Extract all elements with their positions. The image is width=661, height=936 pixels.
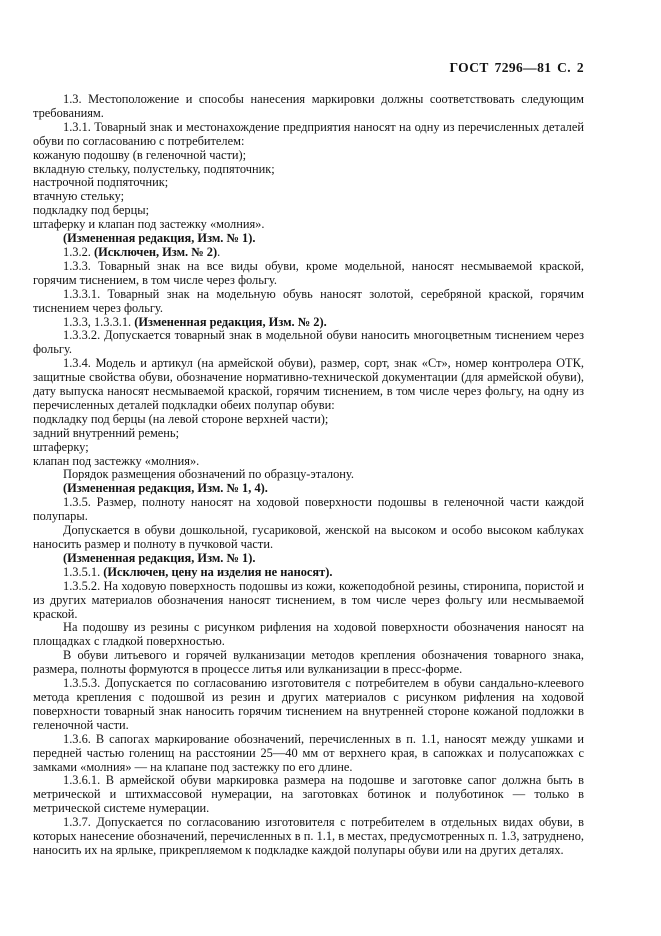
paragraph — [33, 246, 584, 260]
text-segment: 1.3.7. Допускается по согласованию изготовителя с потребителем в отдельных видах обуви, в которых нанесение обозначений, перечисленных в п. 1.1, в местах, предусмотренных п. 1.3, затруднено, наносить их на ярлыке, прикрепляемом к подкладке каждой полупары обуви или на других деталях. — [33, 815, 584, 857]
list-item — [33, 427, 584, 441]
text-segment: штаферку и клапан под застежку «молния». — [33, 217, 265, 232]
paragraph — [33, 232, 584, 246]
text-segment: 1.3.4. Модель и артикул (на армейской обуви), размер, сорт, знак «Ст», номер контролера ОТК, защитные свойства обуви, обозначение нормативно-технической документации (для армейской обуви), дату выпуска наносят несмываемой краской, горячим тиснением, в том числе через фольгу, на одну из перечисленных деталей подкладки обеих полупар обуви: — [33, 356, 584, 412]
list-item — [33, 176, 584, 190]
text-segment: . — [217, 244, 221, 259]
text-segment: 1.3.6. В сапогах маркирование обозначений, перечисленных в п. 1.1, наносят между ушками и передней частью голенищ на расстоянии 25—40 мм от верхнего края, в сапожках и полусапожках с замками «молния» — на клапане под застежку по его длине. — [33, 731, 584, 774]
paragraph — [33, 733, 584, 775]
text-segment: настрочной подпяточник; — [33, 175, 169, 190]
text-segment: В обуви литьевого и горячей вулканизации методов крепления обозначения товарного знака, размера, полноты формуются в процессе литья или вулканизации в пресс-форме. — [33, 648, 584, 677]
text-segment: 1.3.6.1. В армейской обуви маркировка размера на подошве и заготовке сапог должна быть в метрической и штихмассовой нумерации, на заготовках ботинок и полуботинок — только в метрической системе нумерации. — [33, 773, 584, 816]
bold-text-segment: (Исключен, цену на изделия не наносят). — [103, 564, 333, 579]
text-segment: На подошву из резины с рисунком рифления на ходовой поверхности обозначения наносят на площадках с гладкой поверхностью. — [33, 620, 584, 649]
paragraph — [33, 468, 584, 482]
bold-text-segment: (Измененная редакция, Изм. № 1). — [63, 231, 256, 246]
paragraph — [33, 482, 584, 496]
list-item — [33, 441, 584, 455]
text-segment: кожаную подошву (в геленочной части); — [33, 147, 247, 162]
text-segment: 1.3.3.1. Товарный знак на модельную обувь наносят золотой, серебряной краской, горячим тиснением через фольгу. — [33, 286, 584, 315]
list-item — [33, 218, 584, 232]
text-segment: 1.3.3.2. Допускается товарный знак в модельной обуви наносить многоцветным тиснением через фольгу. — [33, 328, 584, 357]
paragraph — [33, 552, 584, 566]
paragraph — [33, 566, 584, 580]
text-segment: 1.3.3. Товарный знак на все виды обуви, кроме модельной, наносят несмываемой краской, горячим тиснением, в том числе через фольгу. — [33, 258, 584, 287]
text-segment: подкладку под берцы (на левой стороне верхней части); — [33, 411, 329, 426]
text-segment: 1.3.3, 1.3.3.1. — [63, 314, 135, 329]
text-segment: 1.3.2. — [63, 244, 94, 259]
paragraph — [33, 93, 584, 121]
paragraph — [33, 774, 584, 816]
text-segment: 1.3.5. Размер, полноту наносят на ходовой поверхности подошвы в геленочной части каждой полупары. — [33, 495, 584, 524]
paragraph — [33, 649, 584, 677]
page-header: ГОСТ 7296—81 С. 2 — [449, 60, 584, 75]
text-segment: 1.3.1. Товарный знак и местонахождение предприятия наносят на одну из перечисленных деталей обуви по согласованию с потребителем: — [33, 119, 584, 148]
paragraph — [33, 316, 584, 330]
text-segment: 1.3.5.3. Допускается по согласованию изготовителя с потребителем в обуви сандально-клеевого метода крепления с подошвой из резин и других материалов с рисунком рифления на ходовой поверхности товарный знак наносить горячим тиснением на внутренней стороне кожаной подложки в геленочной части. — [33, 676, 584, 732]
text-column — [33, 60, 584, 858]
list-item — [33, 163, 584, 177]
list-item — [33, 204, 584, 218]
list-item — [33, 455, 584, 469]
paragraph — [33, 580, 584, 622]
text-segment: вкладную стельку, полустельку, подпяточник; — [33, 161, 275, 176]
list-item — [33, 149, 584, 163]
bold-text-segment: (Исключен, Изм. № 2) — [93, 244, 218, 259]
text-segment: клапан под застежку «молния». — [33, 453, 200, 468]
paragraph — [33, 329, 584, 357]
text-segment: 1.3.5.2. На ходовую поверхность подошвы из кожи, кожеподобной резины, стиронипа, пористой и из других материалов обозначения наносят тиснением, в том числе через фольгу или несмываемой краской. — [33, 578, 584, 621]
bold-text-segment: (Измененная редакция, Изм. № 2). — [134, 314, 327, 329]
paragraph — [33, 357, 584, 413]
list-item — [33, 413, 584, 427]
text-segment: втачную стельку; — [33, 189, 125, 204]
text-segment: задний внутренний ремень; — [33, 425, 180, 440]
paragraph — [33, 524, 584, 552]
text-segment: штаферку; — [33, 439, 89, 454]
text-segment: Допускается в обуви дошкольной, гусариковой, женской на высоком и особо высоком каблуках наносить размер и полноту в пучковой части. — [33, 523, 584, 551]
bold-text-segment: (Измененная редакция, Изм. № 1). — [63, 550, 256, 565]
text-segment: Порядок размещения обозначений по образцу-эталону. — [63, 467, 354, 482]
paragraph — [33, 288, 584, 316]
text-segment: подкладку под берцы; — [33, 203, 150, 218]
paragraph — [33, 677, 584, 733]
paragraph — [33, 816, 584, 858]
text-segment: 1.3. Местоположение и способы нанесения маркировки должны соответствовать следующим требованиям. — [33, 92, 584, 120]
bold-text-segment: (Измененная редакция, Изм. № 1, 4). — [63, 481, 268, 496]
paragraph — [33, 121, 584, 149]
text-segment: 1.3.5.1. — [63, 564, 104, 579]
list-item — [33, 190, 584, 204]
paragraph — [33, 621, 584, 649]
paragraph — [33, 496, 584, 524]
document-body — [33, 93, 584, 858]
paragraph — [33, 260, 584, 288]
